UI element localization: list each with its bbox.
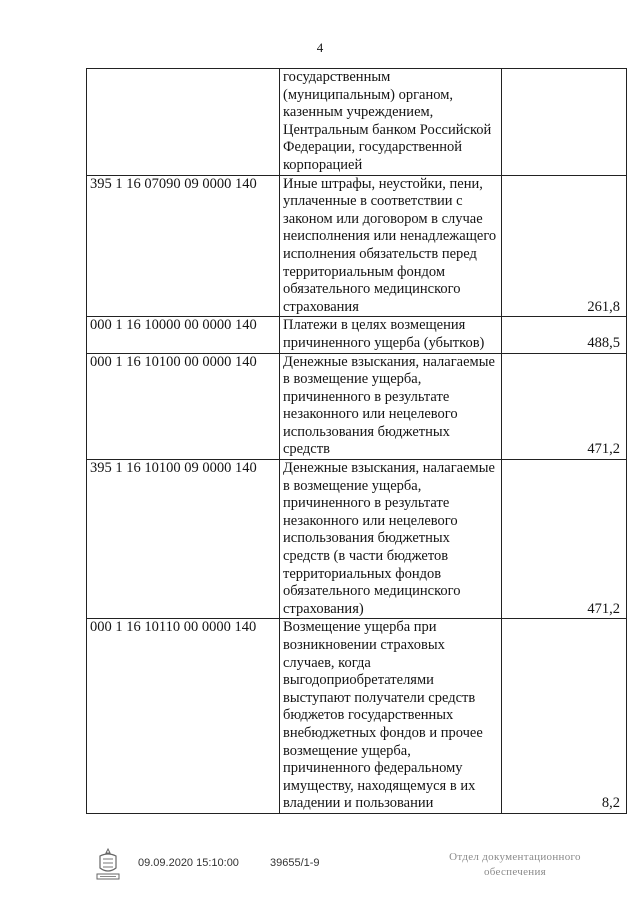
budget-amount: 471,2 — [502, 460, 627, 619]
table-row — [87, 353, 627, 460]
footer-datetime: 09.09.2020 15:10:00 — [138, 857, 239, 869]
stamp-line: Отдел документационного — [449, 851, 581, 863]
table-row — [87, 460, 627, 619]
page-footer — [0, 846, 640, 896]
budget-description: Платежи в целях возмещения причиненного ущерба (убытков) — [280, 317, 502, 353]
budget-amount: 488,5 — [502, 317, 627, 353]
budget-description: государственным (муниципальным) органом, казенным учреждением, Центральным банком Российской Федерации, государственной корпорацией — [280, 69, 502, 176]
budget-code — [87, 69, 280, 176]
budget-code: 395 1 16 07090 09 0000 140 — [87, 175, 280, 317]
budget-description: Денежные взыскания, налагаемые в возмещение ущерба, причиненного в результате незаконного или нецелевого использования бюджетных средств (в части бюджетов территориальных фондов обязательного медицинского страхования) — [280, 460, 502, 619]
table-row — [87, 317, 627, 353]
budget-amount — [502, 69, 627, 176]
stamp-line: обеспечения — [483, 866, 547, 878]
budget-code: 000 1 16 10000 00 0000 140 — [87, 317, 280, 353]
budget-code: 000 1 16 10100 00 0000 140 — [87, 353, 280, 460]
department-stamp — [430, 850, 600, 880]
budget-description: Иные штрафы, неустойки, пени, уплаченные в соответствии с законом или договором в случае неисполнения или ненадлежащего исполнения обязательств перед территориальным фондом обязательного медицинского страхования — [280, 175, 502, 317]
budget-description: Денежные взыскания, налагаемые в возмещение ущерба, причиненного в результате незаконного или нецелевого использования бюджетных средств — [280, 353, 502, 460]
budget-amount: 8,2 — [502, 619, 627, 814]
budget-code: 000 1 16 10110 00 0000 140 — [87, 619, 280, 814]
footer-document-number: 39655/1-9 — [270, 857, 320, 869]
coat-of-arms-icon — [94, 846, 122, 882]
budget-amount: 471,2 — [502, 353, 627, 460]
table-row — [87, 69, 627, 176]
budget-amount: 261,8 — [502, 175, 627, 317]
budget-table — [86, 68, 627, 814]
budget-description: Возмещение ущерба при возникновении страховых случаев, когда выгодоприобретателями выступают получатели средств бюджетов государственных внебюджетных фондов и прочее возмещение ущерба, причиненного федеральному имуществу, находящемуся в их владении и пользовании — [280, 619, 502, 814]
budget-code: 395 1 16 10100 09 0000 140 — [87, 460, 280, 619]
table-row — [87, 619, 627, 814]
table-row — [87, 175, 627, 317]
page-number: 4 — [316, 40, 324, 55]
